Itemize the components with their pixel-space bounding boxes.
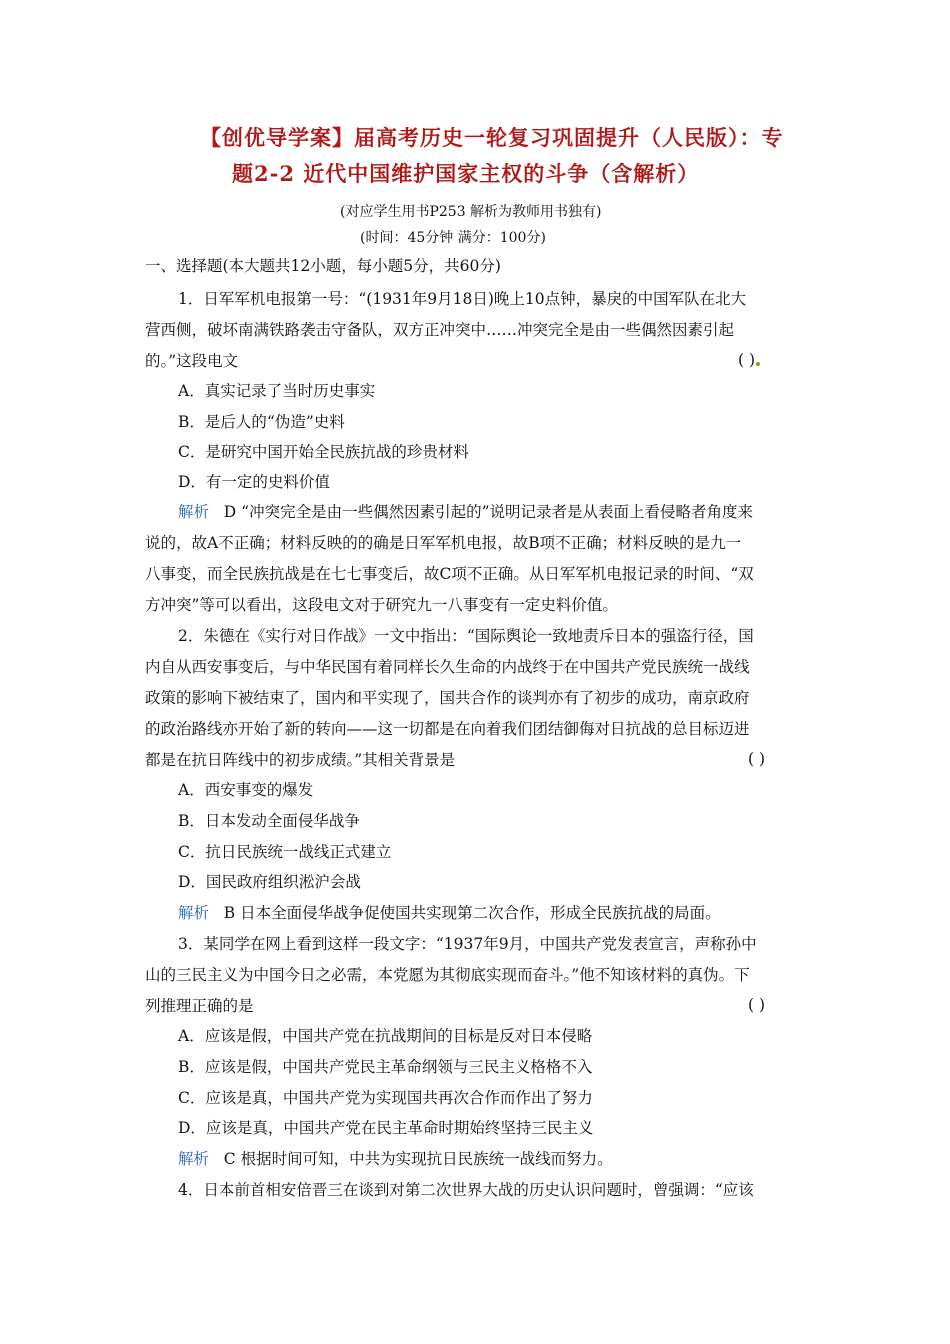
q2-stem-line: 政策的影响下被结束了，国内和平实现了，国共合作的谈判亦有了初步的成功，南京政府 (145, 689, 750, 707)
q2-stem-line: 都是在抗日阵线中的初步成绩。”其相关背景是 (145, 751, 456, 769)
q3-option-b: B．应该是假，中国共产党民主革命纲领与三民主义格格不入 (178, 1058, 593, 1076)
q2-option-c: C．抗日民族统一战线正式建立 (178, 843, 392, 861)
q3-stem-line: 山的三民主义为中国今日之必需，本党愿为其彻底实现而奋斗。”他不知该材料的真伪。下 (145, 966, 750, 984)
q1-option-a: A．真实记录了当时历史事实 (178, 382, 376, 400)
explanation-text: D “冲突完全是由一些偶然因素引起的”说明记录者是从表面上看侵略者角度来 (223, 503, 754, 521)
q3-option-d: D．应该是真，中国共产党在民主革命时期始终坚持三民主义 (178, 1119, 594, 1137)
subtitle: (对应学生用书P253 解析为教师用书独有) (340, 204, 602, 220)
q1-option-b: B．是后人的“伪造”史料 (178, 413, 345, 431)
q2-option-d: D．国民政府组织淞沪会战 (178, 873, 361, 891)
document-title-line-1: 【创优导学案】届高考历史一轮复习巩固提升（人民版）：专 (200, 125, 784, 150)
q3-answer-blank: ( ) (748, 996, 766, 1014)
q2-explanation (178, 903, 721, 923)
q2-stem-line: 2．朱德在《实行对日作战》一文中指出：“国际舆论一致地责斥日本的强盗行径，国 (178, 627, 754, 645)
q1-option-d: D．有一定的史料价值 (178, 473, 330, 491)
q3-stem-line: 3．某同学在网上看到这样一段文字：“1937年9月，中国共产党发表宣言，声称孙中 (178, 935, 757, 953)
q1-explanation-line: 八事变，而全民族抗战是在七七事变后，故C项不正确。从日军军机电报记录的时间、“双 (145, 565, 754, 583)
explanation-label: 解析 (178, 904, 210, 922)
explanation-label: 解析 (178, 1150, 210, 1168)
q2-stem-line: 内自从西安事变后，与中华民国有着同样长久生命的内战终于在中国共产党民族统一战线 (145, 658, 750, 676)
section-heading: 一、选择题(本大题共12小题，每小题5分，共60分) (145, 257, 501, 275)
q2-option-a: A．西安事变的爆发 (178, 781, 314, 799)
q1-option-c: C．是研究中国开始全民族抗战的珍贵材料 (178, 443, 469, 461)
mark-dot (756, 362, 760, 366)
q3-option-a: A．应该是假，中国共产党在抗战期间的目标是反对日本侵略 (178, 1027, 593, 1045)
time-info: (时间：45分钟 满分：100分) (360, 230, 546, 246)
explanation-text: B 日本全面侵华战争促使国共实现第二次合作，形成全民族抗战的局面。 (223, 904, 721, 922)
q1-stem-line: 的。”这段电文 (145, 352, 239, 370)
document-title-line-2: 题2-2 近代中国维护国家主权的斗争（含解析） (232, 161, 700, 186)
explanation-label: 解析 (178, 503, 210, 521)
q1-explanation-line: 说的，故A不正确；材料反映的的确是日军军机电报，故B项不正确；材料反映的是九一 (145, 534, 742, 552)
q1-explanation (178, 502, 753, 522)
q1-stem-line: 营西侧，破坏南满铁路袭击守备队，双方正冲突中……冲突完全是由一些偶然因素引起 (145, 321, 735, 339)
q3-explanation (178, 1149, 613, 1169)
q2-answer-blank: ( ) (748, 750, 766, 768)
q1-stem-line: 1．日军军机电报第一号：“(1931年9月18日)晚上10点钟，暴戾的中国军队在北大 (178, 290, 747, 308)
q1-explanation-line: 方冲突”等可以看出，这段电文对于研究九一八事变有一定史料价值。 (145, 596, 618, 614)
explanation-text: C 根据时间可知，中共为实现抗日民族统一战线而努力。 (223, 1150, 613, 1168)
q2-option-b: B．日本发动全面侵华战争 (178, 812, 360, 830)
q4-stem-line: 4．日本前首相安倍晋三在谈到对第二次世界大战的历史认识问题时，曾强调：“应该 (178, 1181, 754, 1199)
q1-answer-blank: ( ) (738, 351, 756, 369)
q3-stem-line: 列推理正确的是 (145, 997, 254, 1015)
q2-stem-line: 的政治路线亦开始了新的转向——这一切都是在向着我们团结御侮对日抗战的总目标迈进 (145, 720, 750, 738)
q3-option-c: C．应该是真，中国共产党为实现国共再次合作而作出了努力 (178, 1089, 593, 1107)
